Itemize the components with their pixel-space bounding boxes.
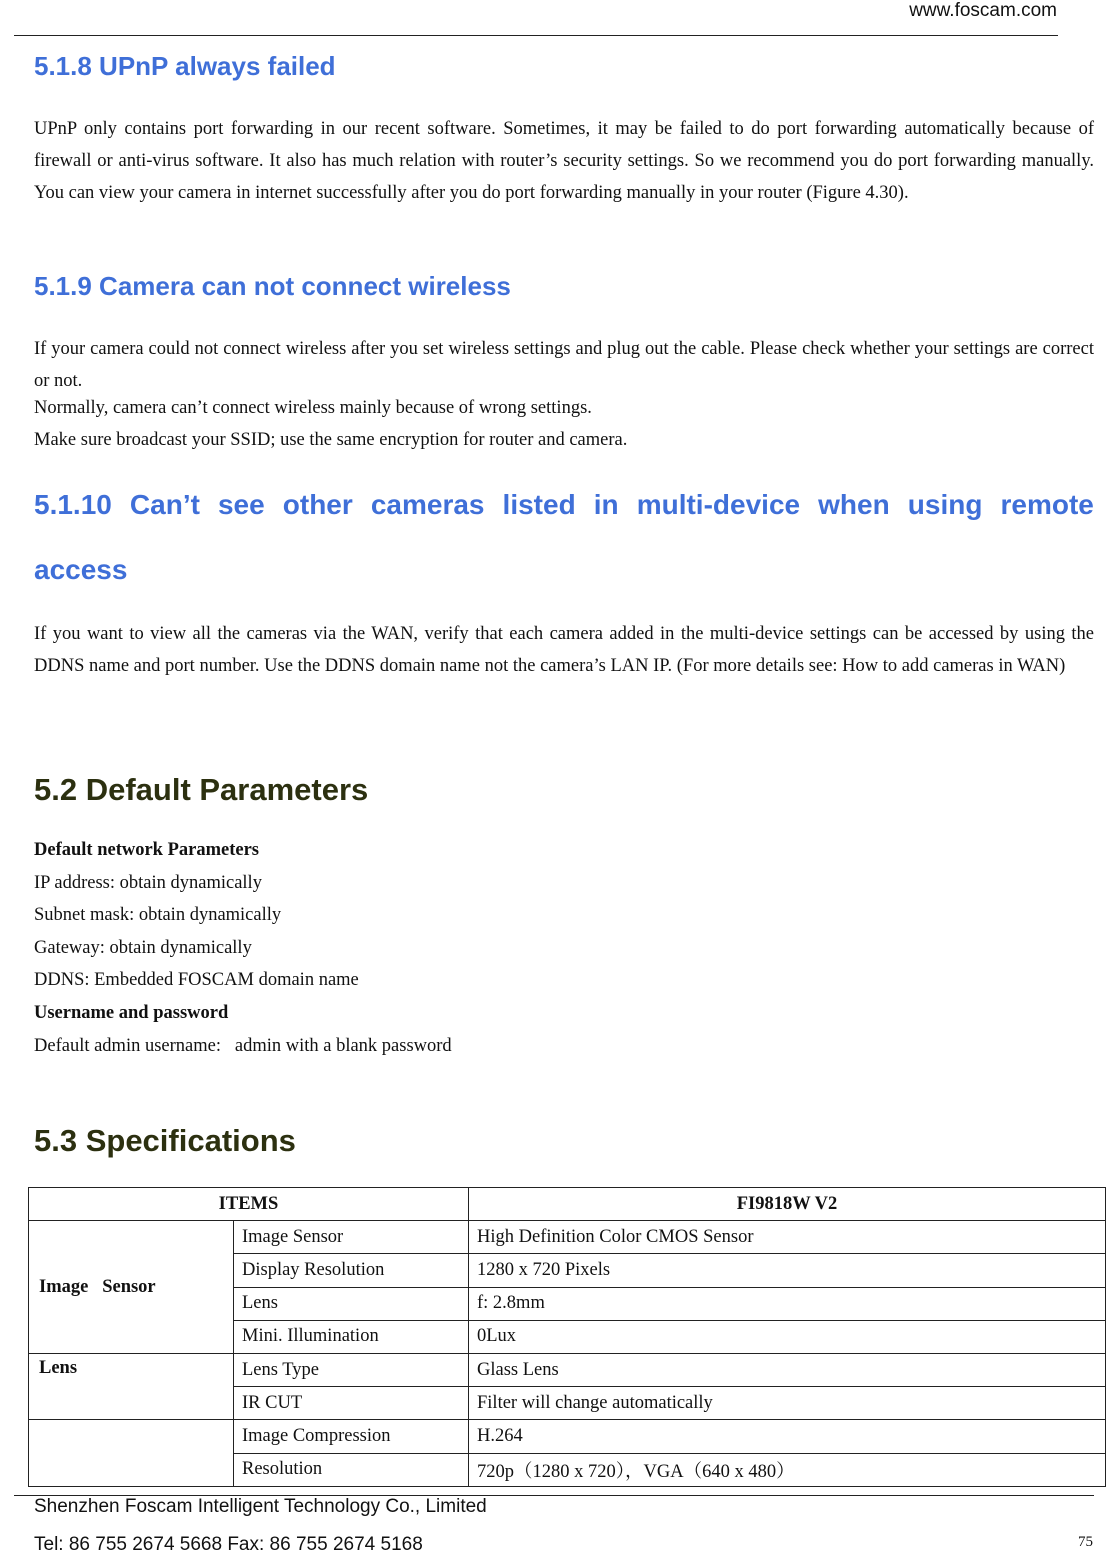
table-row	[29, 1420, 1106, 1453]
table-header-row	[29, 1188, 1106, 1221]
para-5-1-9-line3: Make sure broadcast your SSID; use the same encryption for router and camera.	[34, 430, 628, 450]
heading-word: see	[217, 489, 265, 520]
col-model-header: FI9818W V2	[469, 1188, 1106, 1221]
row-item: Display Resolution	[234, 1254, 469, 1287]
row-value: 0Lux	[469, 1320, 1106, 1353]
heading-word: 5.1.10	[34, 489, 112, 520]
row-item: Image Sensor	[234, 1221, 469, 1254]
heading-5-1-10	[34, 489, 1094, 586]
row-item: IR CUT	[234, 1387, 469, 1420]
heading-word: cameras	[370, 489, 485, 520]
ddns-line: DDNS: Embedded FOSCAM domain name	[34, 970, 359, 990]
row-value: 720p（1280 x 720），VGA（640 x 480）	[469, 1453, 1106, 1486]
heading-5-1-10-line2: access	[34, 554, 128, 585]
username-password-title: Username and password	[34, 1003, 229, 1023]
gateway-line: Gateway: obtain dynamically	[34, 938, 252, 958]
group-lens: Lens	[29, 1353, 234, 1419]
row-value: H.264	[469, 1420, 1106, 1453]
footer-contact: Tel: 86 755 2674 5668 Fax: 86 755 2674 5168	[34, 1534, 423, 1555]
admin-line: Default admin username: admin with a blank password	[34, 1036, 452, 1056]
para-5-1-9-line2: Normally, camera can’t connect wireless mainly because of wrong settings.	[34, 398, 592, 418]
heading-word: multi-device	[636, 489, 801, 520]
subnet-line: Subnet mask: obtain dynamically	[34, 905, 282, 925]
row-item: Mini. Illumination	[234, 1320, 469, 1353]
header-url: www.foscam.com	[909, 0, 1057, 21]
table-row	[29, 1221, 1106, 1254]
heading-5-1-8: 5.1.8 UPnP always failed	[34, 51, 336, 81]
para-5-1-8: UPnP only contains port forwarding in our recent software. Sometimes, it may be failed to do port forwarding automatically because of firewall or anti-virus software. It also has much relation with router’s security settings. So we recommend you do port forwarding manually. You can view your camera in internet successfully after you do port forwarding manually in your router (Figure 4.30).	[34, 119, 1094, 203]
row-item: Lens	[234, 1287, 469, 1320]
heading-5-1-9: 5.1.9 Camera can not connect wireless	[34, 271, 511, 301]
heading-word: other	[282, 489, 353, 520]
group-image-sensor: Image Sensor	[29, 1221, 234, 1354]
heading-word: remote	[1000, 489, 1094, 520]
table-row	[29, 1353, 1106, 1386]
row-value: Filter will change automatically	[469, 1387, 1106, 1420]
row-value: 1280 x 720 Pixels	[469, 1254, 1106, 1287]
para-5-1-10: If you want to view all the cameras via the WAN, verify that each camera added in the multi-device settings can be accessed by using the DDNS name and port number. Use the DDNS domain name not the camera’s LAN IP. (For more details see: How to add cameras in WAN)	[34, 624, 1094, 676]
col-items-header: ITEMS	[29, 1188, 469, 1221]
row-item: Image Compression	[234, 1420, 469, 1453]
row-value: f: 2.8mm	[469, 1287, 1106, 1320]
row-value: Glass Lens	[469, 1353, 1106, 1386]
para-5-1-9: If your camera could not connect wireless after you set wireless settings and plug out the cable. Please check whether your settings are correct or not.	[34, 339, 1094, 391]
heading-word: when	[818, 489, 890, 520]
heading-word: listed	[502, 489, 576, 520]
row-item: Lens Type	[234, 1353, 469, 1386]
header-rule	[14, 35, 1058, 36]
heading-word: using	[907, 489, 983, 520]
row-value: High Definition Color CMOS Sensor	[469, 1221, 1106, 1254]
heading-5-2: 5.2 Default Parameters	[34, 772, 369, 807]
heading-word: Can’t	[129, 489, 200, 520]
heading-5-3: 5.3 Specifications	[34, 1123, 296, 1158]
network-params-title: Default network Parameters	[34, 840, 260, 860]
row-item: Resolution	[234, 1453, 469, 1486]
footer-company: Shenzhen Foscam Intelligent Technology Co., Limited	[34, 1496, 487, 1517]
group-empty	[29, 1420, 234, 1486]
ip-address-line: IP address: obtain dynamically	[34, 873, 262, 893]
page-number: 75	[1078, 1534, 1093, 1550]
heading-word: in	[593, 489, 619, 520]
spec-table	[28, 1187, 1106, 1487]
